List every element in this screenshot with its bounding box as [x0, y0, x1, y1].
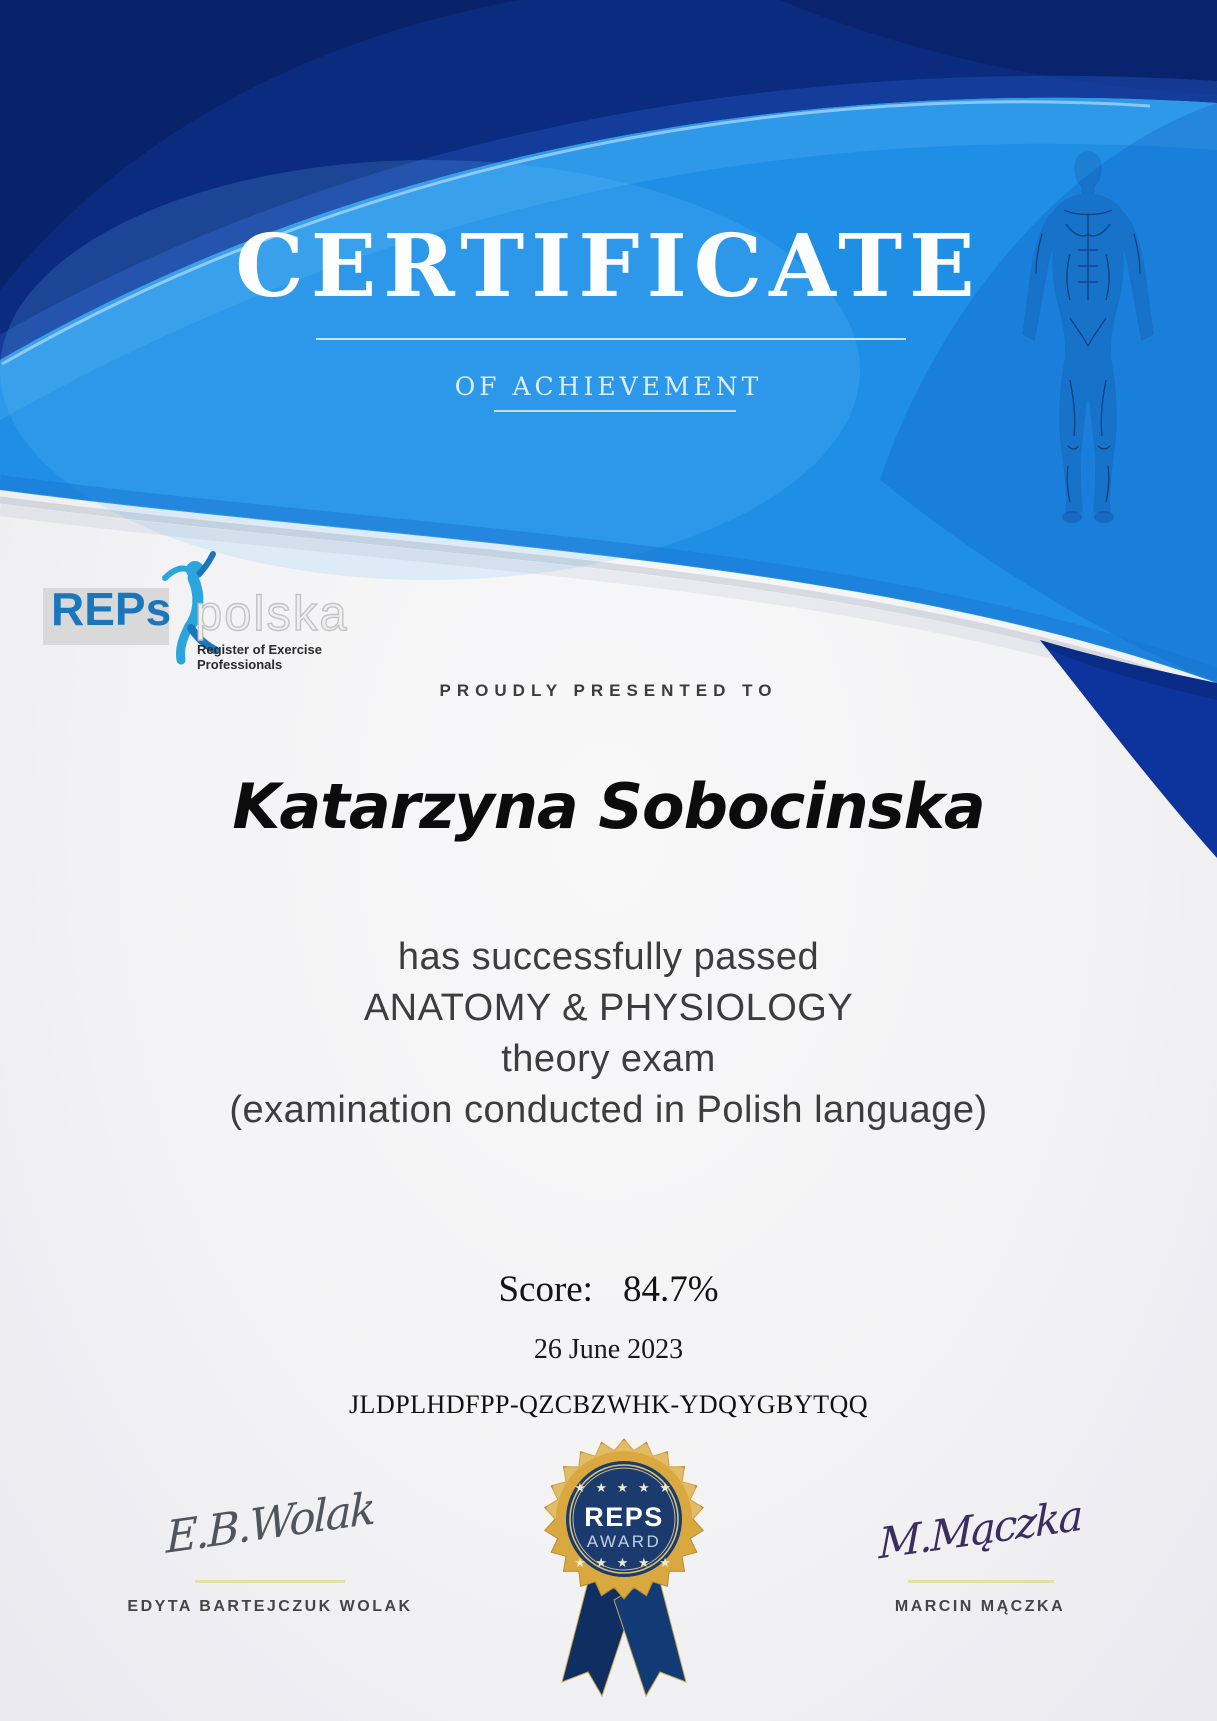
subtitle-underline: [494, 410, 736, 412]
badge-subtitle: AWARD: [586, 1532, 662, 1551]
badge-title: REPS: [584, 1502, 664, 1532]
badge-stars-top: ★ ★ ★ ★ ★: [574, 1480, 674, 1495]
title-underline: [316, 338, 906, 340]
exam-line-4: (examination conducted in Polish language): [229, 1089, 988, 1131]
signature-right-name: MARCIN MĄCZKA: [894, 1598, 1066, 1615]
logo-suffix-text: polska: [195, 587, 349, 641]
badge-stars-bottom: ★ ★ ★ ★ ★: [574, 1555, 674, 1570]
recipient-name: Katarzyna Sobocinska: [232, 770, 985, 843]
exam-date: 26 June 2023: [533, 1334, 684, 1365]
signature-right-script: M.Mączka: [878, 1490, 1082, 1569]
score-line: [0, 1268, 1217, 1311]
exam-line-3: theory exam: [501, 1038, 716, 1080]
anatomy-foot-left: [1062, 511, 1082, 523]
signature-left-script: E.B.Wolak: [165, 1483, 375, 1564]
verification-code: JLDPLHDFPP-QZCBZWHK-YDQYGBYTQQ: [348, 1390, 869, 1419]
score-value: 84.7%: [622, 1269, 719, 1310]
score-label: Score:: [498, 1269, 593, 1310]
certificate-subtitle: OF ACHIEVEMENT: [454, 372, 763, 401]
exam-line-2: ANATOMY & PHYSIOLOGY: [363, 987, 854, 1029]
exam-description: [0, 932, 1217, 1136]
logo-brand-text: REPs: [51, 583, 172, 635]
presented-label: PROUDLY PRESENTED TO: [439, 681, 778, 700]
exam-line-1: has successfully passed: [397, 936, 820, 978]
reps-award-badge: [512, 1424, 736, 1720]
logo-tagline: Register of Exercise Professionals: [197, 642, 323, 672]
signature-left-rule: [195, 1580, 345, 1583]
signature-right-rule: [908, 1580, 1054, 1583]
reps-polska-logo: [45, 548, 385, 672]
signature-left-name: EDYTA BARTEJCZUK WOLAK: [127, 1598, 413, 1615]
certificate-title: CERTIFICATE: [235, 216, 982, 317]
anatomy-foot-right: [1094, 511, 1114, 523]
